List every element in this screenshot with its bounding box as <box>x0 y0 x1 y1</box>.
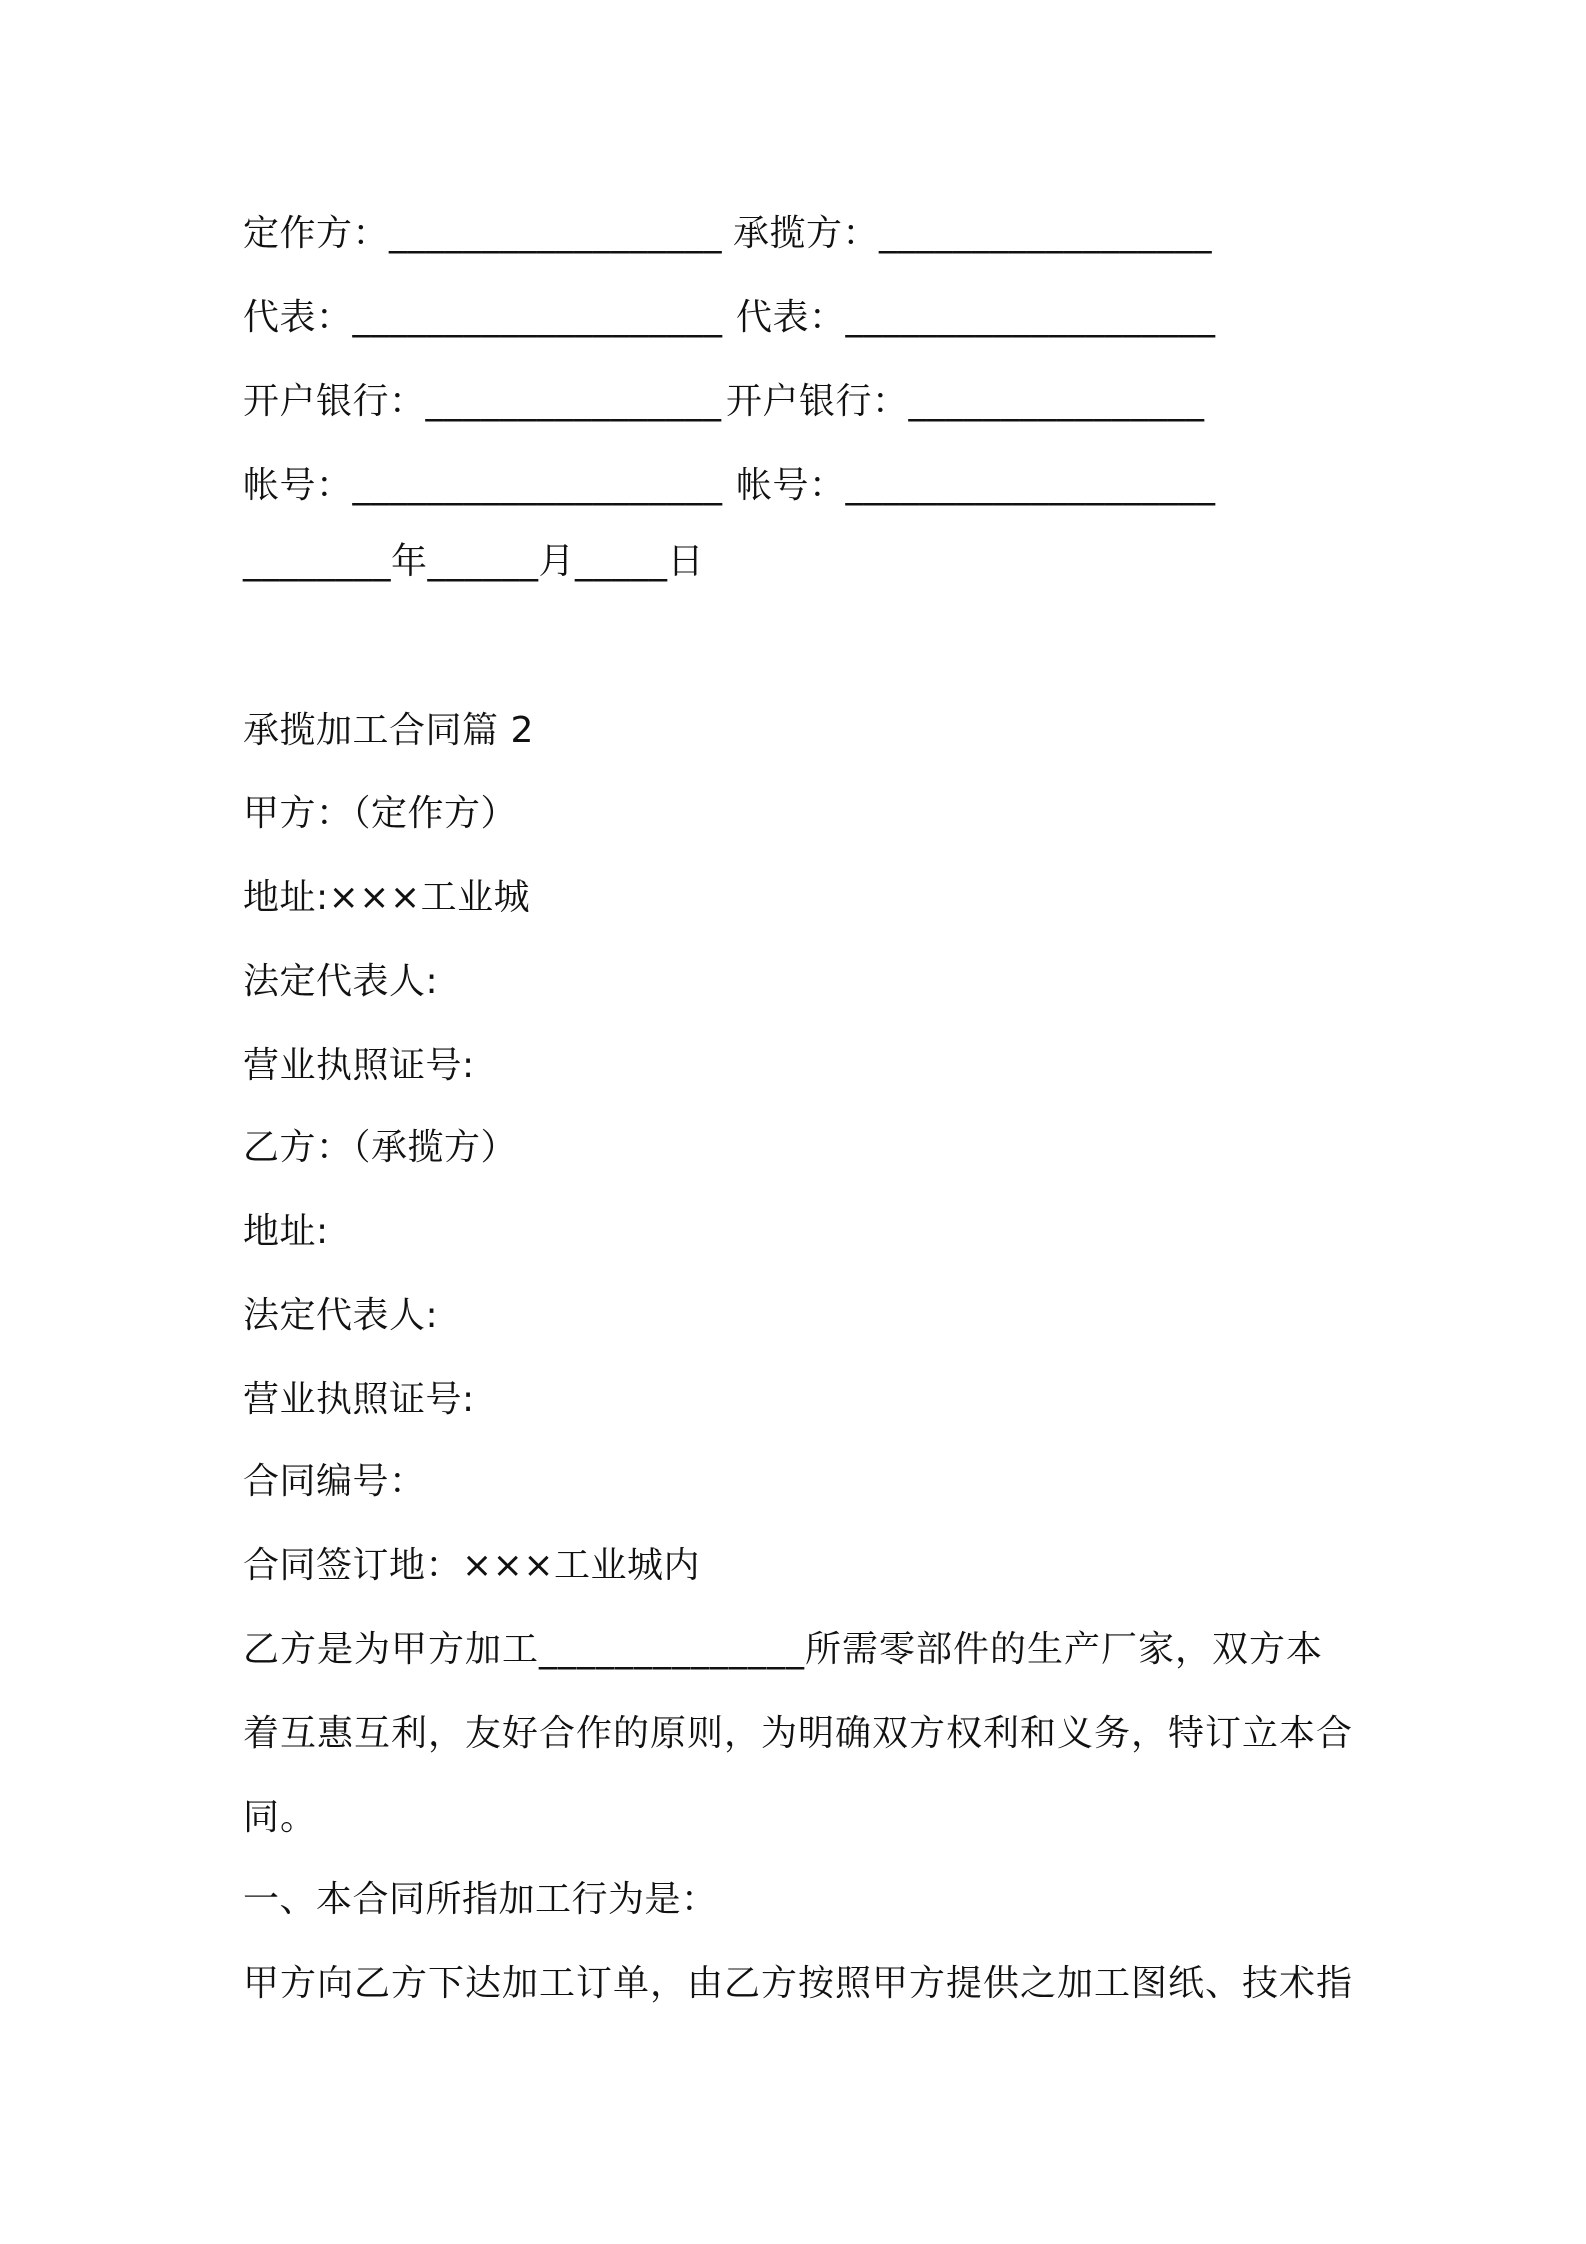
party-a-legal-rep: 法定代表人: <box>243 961 439 1002</box>
party-b-signature-field: 承揽方：__________________ <box>733 213 1213 254</box>
party-a-license: 营业执照证号: <box>243 1045 475 1086</box>
date-line: ________年______月_____日 <box>243 541 704 582</box>
party-a-bank-field: 开户银行：________________ <box>243 381 722 422</box>
party-b-account-field: 帐号：____________________ <box>736 465 1216 506</box>
party-b-license: 营业执照证号: <box>243 1379 475 1420</box>
signing-place: 合同签订地：×××工业城内 <box>243 1545 700 1586</box>
clause-1-title: 一、本合同所指加工行为是： <box>243 1879 718 1920</box>
party-b-legal-rep: 法定代表人: <box>243 1295 439 1336</box>
party-a-representative-field: 代表：____________________ <box>243 297 723 338</box>
section-title: 承揽加工合同篇 2 <box>243 710 534 751</box>
party-b-heading: 乙方：（承揽方） <box>243 1127 518 1168</box>
party-b-bank-field: 开户银行：________________ <box>726 381 1205 422</box>
intro-paragraph-line-1: 乙方是为甲方加工______________所需零部件的生产厂家，双方本 <box>243 1629 1324 1670</box>
party-a-signature-field: 定作方：__________________ <box>243 213 723 254</box>
party-b-address: 地址: <box>243 1211 329 1252</box>
party-a-account-field: 帐号：____________________ <box>243 465 723 506</box>
clause-1-text: 甲方向乙方下达加工订单，由乙方按照甲方提供之加工图纸、技术指 <box>243 1963 1354 2004</box>
party-a-address: 地址:×××工业城 <box>243 877 531 918</box>
intro-paragraph-line-2: 着互惠互利，友好合作的原则，为明确双方权利和义务，特订立本合 <box>243 1713 1354 1754</box>
contract-number: 合同编号： <box>243 1461 426 1502</box>
party-b-representative-field: 代表：____________________ <box>736 297 1216 338</box>
intro-paragraph-line-3: 同。 <box>243 1797 318 1838</box>
party-a-heading: 甲方：（定作方） <box>243 793 518 834</box>
